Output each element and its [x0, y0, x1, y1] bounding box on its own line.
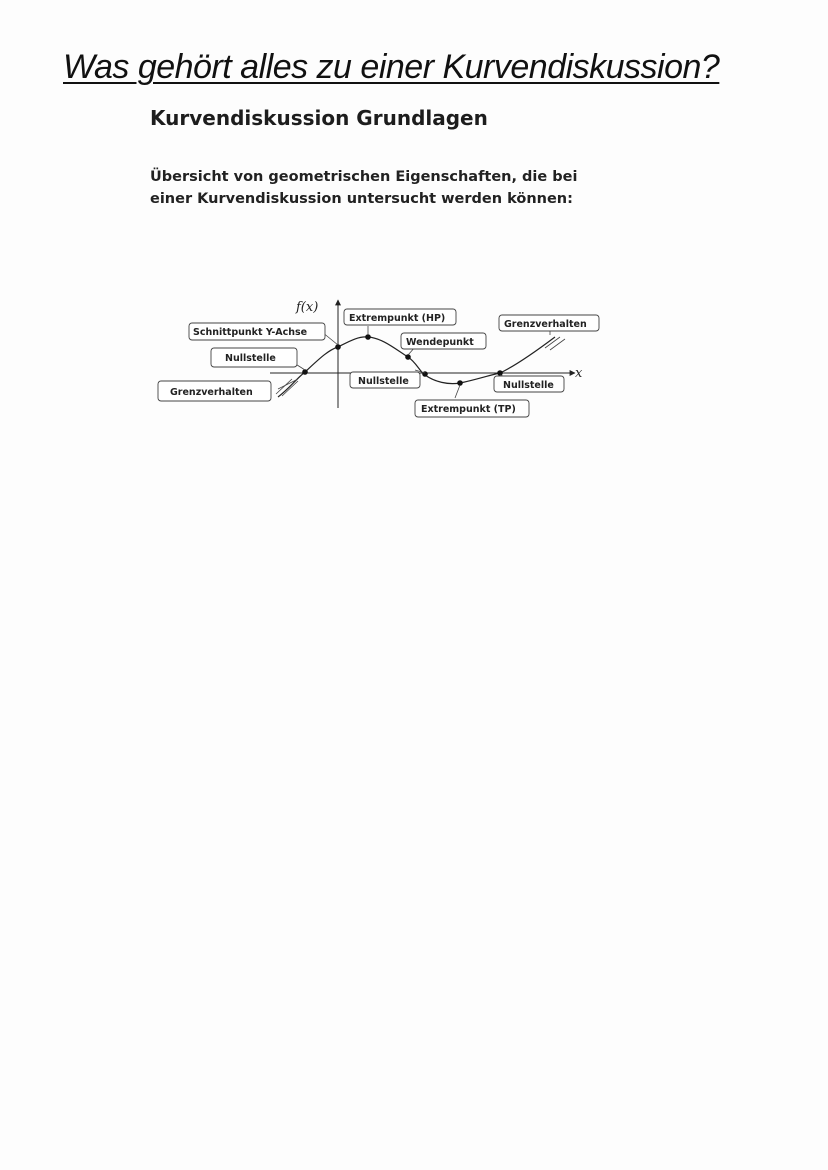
label-extrempunkt-hp [344, 309, 456, 325]
svg-text:Nullstelle: Nullstelle [503, 380, 554, 391]
y-axis-label: f(x) [296, 300, 319, 315]
section-heading: Kurvendiskussion Grundlagen [150, 106, 488, 130]
label-grenzverhalten-left [158, 381, 271, 401]
svg-text:Nullstelle: Nullstelle [358, 376, 409, 387]
page-title: Was gehört alles zu einer Kurvendiskussion? [63, 48, 720, 86]
label-nullstelle-right [494, 376, 564, 392]
svg-text:Grenzverhalten: Grenzverhalten [504, 319, 587, 330]
curve-discussion-figure [150, 290, 610, 425]
label-wendepunkt [401, 333, 486, 349]
svg-text:Extrempunkt (HP): Extrempunkt (HP) [349, 313, 446, 324]
svg-text:Nullstelle: Nullstelle [225, 353, 276, 364]
x-axis-label: x [575, 366, 583, 381]
svg-text:Wendepunkt: Wendepunkt [406, 337, 474, 348]
label-nullstelle-mid [350, 372, 420, 388]
label-nullstelle-left [211, 348, 297, 367]
svg-text:Schnittpunkt Y-Achse: Schnittpunkt Y-Achse [193, 327, 308, 338]
label-extrempunkt-tp [415, 400, 529, 417]
point-tiefpunkt [457, 380, 463, 386]
intro-paragraph: Übersicht von geometrischen Eigenschaften, die bei einer Kurvendiskussion untersucht werden können: [150, 169, 578, 207]
point-nullstelle-right [497, 370, 503, 376]
svg-text:Grenzverhalten: Grenzverhalten [170, 387, 253, 398]
point-wendepunkt [405, 354, 411, 360]
grenzverhalten-right-marks [545, 337, 565, 350]
point-nullstelle-left [302, 369, 308, 375]
svg-text:Extrempunkt (TP): Extrempunkt (TP) [421, 404, 516, 415]
point-hochpunkt [365, 334, 371, 340]
label-schnittpunkt-y-achse [189, 323, 325, 340]
point-schnittpunkt-y [335, 344, 341, 350]
label-grenzverhalten-right [499, 315, 599, 331]
